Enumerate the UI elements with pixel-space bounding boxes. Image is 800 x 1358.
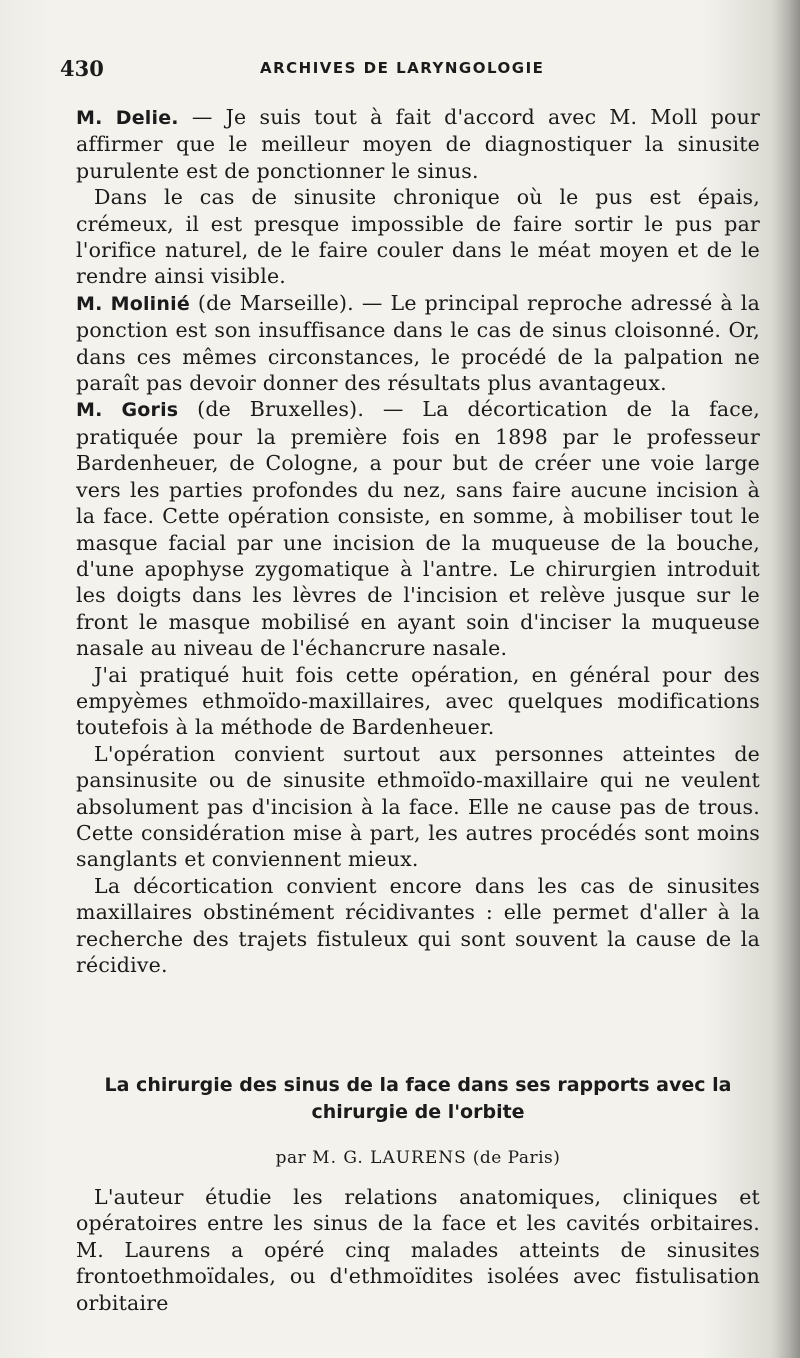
paragraph — [76, 184, 760, 290]
paragraph — [76, 1184, 760, 1316]
paragraph-text: (de Bruxelles). — La décortication de la face, pratiquée pour la première fois en 1898 par le professeur Bardenheuer, de Cologne, a pour but de créer une voie large vers les parties profondes du nez, sans faire aucune incision à la face. Cette opération consiste, en somme, à mobiliser tout le masque facial par une incision de la muqueuse de la bouche, d'une apophyse zygomatique à l'antre. Le chirurgien introduit les doigts dans les lèvres de l'incision et relève jusque sur le front le masque mobilisé en ayant soin d'inciser la muqueuse nasale au niveau de l'échancrure nasale. — [76, 397, 761, 661]
paragraph — [76, 873, 760, 979]
paragraph-text: — Je suis tout à fait d'accord avec M. Moll pour affirmer que le meilleur moyen de diagnostiquer la sinusite purulente est de ponctionner le sinus. — [76, 105, 760, 183]
paragraph — [76, 290, 760, 397]
paragraph-text: (de Marseille). — Le principal reproche adressé à la ponction est son insuffisance dans le cas de sinus cloisonné. Or, dans ces mêmes circonstances, le procédé de la palpation ne paraît pas devoir donner des résultats plus avantageux. — [76, 290, 760, 396]
paragraph — [76, 104, 760, 184]
discussion-text — [76, 104, 760, 978]
section-title: La chirurgie des sinus de la face dans ses rapports avec la chirurgie de l'orbite — [104, 1074, 732, 1123]
speaker-name: M. Delie. — [76, 107, 179, 129]
paragraph — [76, 396, 760, 661]
paragraph-text: Dans le cas de sinusite chronique où le pus est épais, crémeux, il est presque impossible de faire sortir le pus par l'orifice naturel, de le faire couler dans le méat moyen et de le rendre ainsi visible. — [76, 185, 760, 289]
paragraph-text: L'opération convient surtout aux personnes atteintes de pansinusite ou de sinusite ethmoïdo-maxillaire qui ne veulent absolument pas d'incision à la face. Elle ne cause pas de trous. Cette considération mise à part, les autres procédés sont moins sanglants et conviennent mieux. — [76, 741, 760, 872]
paragraph — [76, 662, 760, 741]
page-number: 430 — [60, 56, 104, 81]
paragraph-text: J'ai pratiqué huit fois cette opération, en général pour des empyèmes ethmoïdo-maxillaires, avec quelques modifications toutefois à la méthode de Bardenheuer. — [76, 662, 760, 740]
paragraph-text: La décortication convient encore dans les cas de sinusites maxillaires obstinément récidivantes : elle permet d'aller à la recherche des trajets fistuleux qui sont souvent la cause de la récidive. — [76, 873, 760, 977]
byline-prefix: par — [275, 1148, 307, 1168]
speaker-name: M. Molinié — [76, 292, 190, 315]
paragraph — [76, 741, 760, 873]
speaker-name: M. Goris — [76, 399, 179, 422]
byline-author: M. G. LAURENS — [312, 1148, 467, 1168]
section-text — [76, 1184, 760, 1316]
paragraph-text: L'auteur étudie les relations anatomiques, cliniques et opératoires entre les sinus de la face et les cavités orbitaires. M. Laurens a opéré cinq malades atteints de sinusites frontoethmoïdales, ou d'ethmoïdites isolées avec fistulisation orbitaire — [76, 1185, 760, 1315]
byline — [76, 1148, 760, 1168]
running-title: ARCHIVES DE LARYNGOLOGIE — [260, 59, 545, 77]
running-head — [60, 56, 760, 86]
byline-place: (de Paris) — [472, 1148, 561, 1168]
binding-shadow — [770, 0, 800, 1358]
